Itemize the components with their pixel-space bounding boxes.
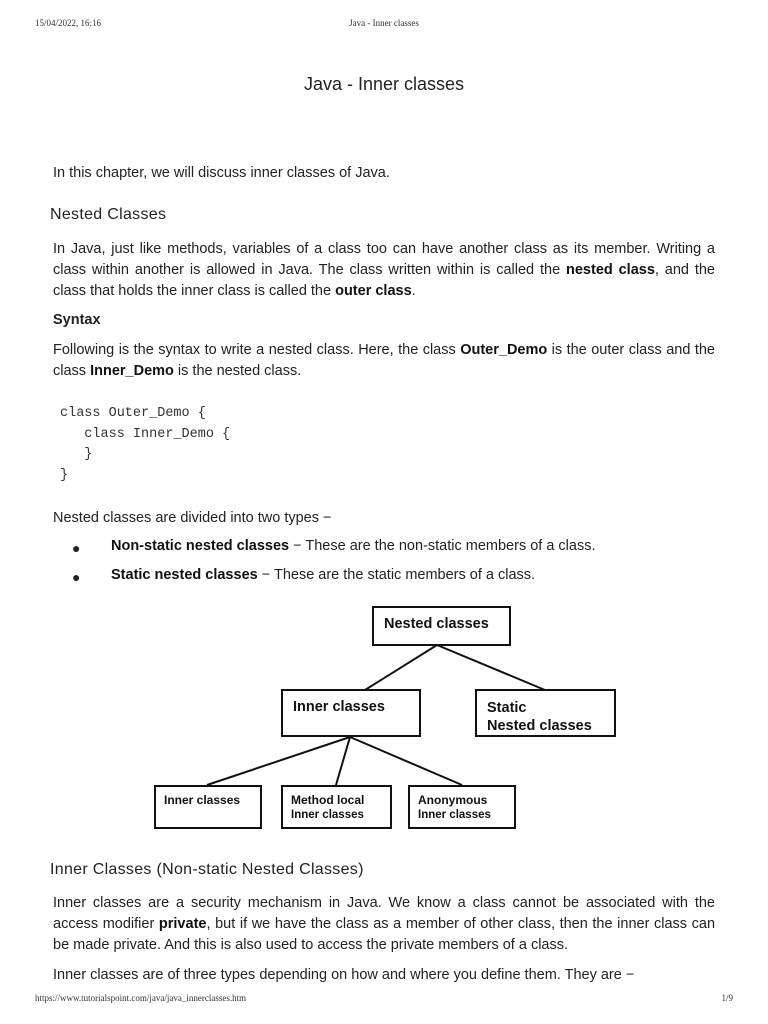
nested-classes-paragraph: In Java, just like methods, variables of a class too can have another class as its member. Writing a class within another is allowed in Java. The class written within is called the nested class, and the class that holds the inner class is called the outer class.: [53, 241, 715, 299]
diagram-node-leaf-inner-classes: Inner classes: [154, 785, 262, 829]
inner-demo-term: Inner_Demo: [90, 363, 174, 379]
syntax-paragraph: Following is the syntax to write a nested class. Here, the class Outer_Demo is the outer class and the class Inner_Demo is the nested class.: [53, 342, 715, 379]
syntax-heading: Syntax: [53, 312, 101, 328]
connector-line: [207, 737, 350, 785]
nested-classes-heading: Nested Classes: [50, 206, 167, 223]
diagram-node-inner-classes: Inner classes: [281, 689, 421, 737]
bullet-item-non-static: Non-static nested classes − These are the non-static members of a class.: [111, 538, 596, 554]
private-term: private: [158, 916, 207, 932]
code-block: class Outer_Demo { class Inner_Demo { } }: [60, 406, 231, 483]
nested-class-term: nested class: [566, 262, 655, 278]
inner-classes-paragraph: Inner classes are a security mechanism in Java. We know a class cannot be associated with the access modifier private, but if we have the class as a member of other class, then the inner class can be made private. And this is also used to access the private members of a class.: [53, 895, 716, 953]
bullet-item-static: Static nested classes − These are the static members of a class.: [111, 567, 536, 583]
print-page-number: 1/9: [721, 993, 733, 1003]
print-header-title: Java - Inner classes: [349, 18, 419, 28]
connector-line: [336, 737, 350, 785]
diagram-node-static-nested-classes: Static Nested classes: [475, 689, 616, 737]
connector-line: [365, 645, 437, 690]
diagram-node-nested-classes: Nested classes: [372, 606, 511, 646]
diagram-node-method-local: Method local Inner classes: [281, 785, 392, 829]
print-timestamp: 15/04/2022, 16:16: [35, 18, 102, 28]
bullet-dot: ●: [72, 569, 81, 585]
connector-line: [437, 645, 545, 690]
types-intro: Nested classes are divided into two types −: [53, 510, 332, 526]
intro-paragraph: In this chapter, we will discuss inner classes of Java.: [53, 165, 390, 181]
inner-classes-heading: Inner Classes (Non-static Nested Classes): [50, 861, 364, 878]
diagram-node-anonymous: Anonymous Inner classes: [408, 785, 516, 829]
outer-class-term: outer class: [335, 283, 412, 299]
inner-classes-types-paragraph: Inner classes are of three types depending on how and where you define them. They are −: [53, 967, 635, 983]
page-title: Java - Inner classes: [303, 74, 465, 94]
connector-line: [350, 737, 462, 785]
outer-demo-term: Outer_Demo: [460, 342, 548, 358]
print-footer-url: https://www.tutorialspoint.com/java/java_innerclasses.htm: [35, 993, 247, 1003]
bullet-dot: ●: [72, 540, 81, 556]
